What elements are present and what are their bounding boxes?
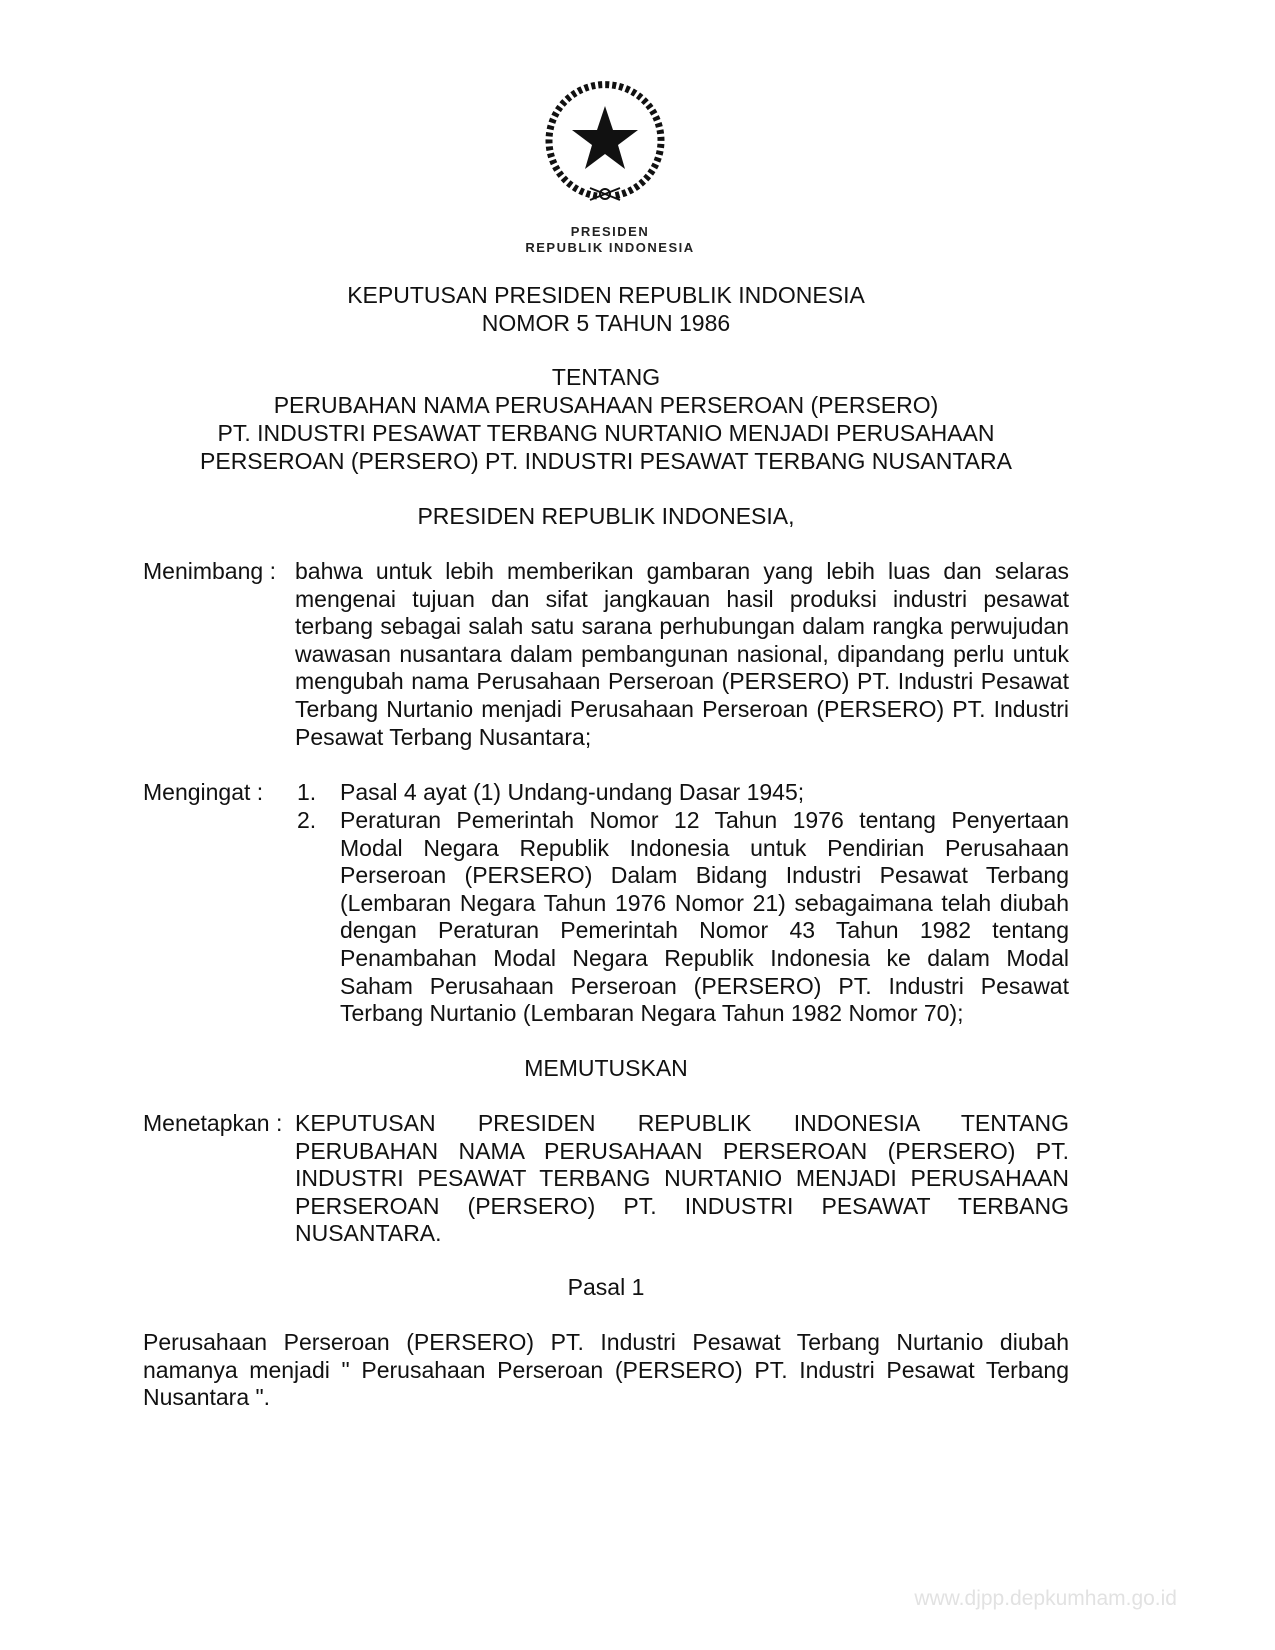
pasal-heading: Pasal 1 bbox=[567, 1274, 645, 1300]
subject-line: PERUBAHAN NAMA PERUSAHAAN PERSEROAN (PERSERO) bbox=[273, 392, 939, 418]
document-number: NOMOR 5 TAHUN 1986 bbox=[481, 310, 731, 336]
list-number: 2. bbox=[297, 807, 317, 833]
issuer: PRESIDEN REPUBLIK INDONESIA, bbox=[417, 503, 795, 529]
pasal-text: Perusahaan Perseroan (PERSERO) PT. Industri Pesawat Terbang Nurtanio diubah namanya menjadi " Perusahaan Perseroan (PERSERO) PT. Industri Pesawat Terbang Nusantara ". bbox=[143, 1329, 1069, 1411]
menimbang-label: Menimbang : bbox=[143, 558, 276, 584]
emblem-caption-presiden: PRESIDEN bbox=[570, 224, 650, 239]
emblem-caption-republik: REPUBLIK INDONESIA bbox=[525, 240, 695, 255]
subject-heading: TENTANG bbox=[551, 364, 661, 390]
menetapkan-label: Menetapkan : bbox=[143, 1110, 283, 1136]
list-item: Pasal 4 ayat (1) Undang-undang Dasar 1945; bbox=[340, 779, 805, 805]
mengingat-label: Mengingat : bbox=[143, 779, 264, 805]
menimbang-text: bahwa untuk lebih memberikan gambaran yang lebih luas dan selaras mengenai tujuan dan sifat jangkauan hasil produksi industri pesawat terbang sebagai salah satu sarana perhubungan dalam rangka perwujudan wawasan nusantara dalam pembangunan nasional, dipandang perlu untuk mengubah nama Perusahaan Perseroan (PERSERO) PT. Industri Pesawat Terbang Nurtanio menjadi Perusahaan Perseroan (PERSERO) PT. Industri Pesawat Terbang Nusantara; bbox=[295, 558, 1069, 750]
subject-line: PT. INDUSTRI PESAWAT TERBANG NURTANIO MENJADI PERUSAHAAN bbox=[217, 420, 995, 446]
list-number: 1. bbox=[297, 779, 317, 805]
document-title: KEPUTUSAN PRESIDEN REPUBLIK INDONESIA bbox=[347, 282, 865, 308]
watermark: www.djpp.depkumham.go.id bbox=[914, 1587, 1177, 1610]
list-item: Peraturan Pemerintah Nomor 12 Tahun 1976 tentang Penyertaan Modal Negara Republik Indonesia untuk Pendirian Perusahaan Perseroan (PERSERO) Dalam Bidang Industri Pesawat Terbang (Lembaran Negara Tahun 1976 Nomor 21) sebagaimana telah diubah dengan Peraturan Pemerintah Nomor 43 Tahun 1982 tentang Penambahan Modal Negara Republik Indonesia ke dalam Modal Saham Perusahaan Perseroan (PERSERO) PT. Industri Pesawat Terbang Nurtanio (Lembaran Negara Tahun 1982 Nomor 70); bbox=[340, 807, 1069, 1027]
memutuskan-heading: MEMUTUSKAN bbox=[524, 1055, 688, 1081]
menetapkan-text: KEPUTUSAN PRESIDEN REPUBLIK INDONESIA TENTANG PERUBAHAN NAMA PERUSAHAAN PERSEROAN (PERSERO) PT. INDUSTRI PESAWAT TERBANG NURTANIO MENJADI PERUSAHAAN PERSEROAN (PERSERO) PT. INDUSTRI PESAWAT TERBANG NUSANTARA. bbox=[295, 1110, 1069, 1247]
subject-line: PERSEROAN (PERSERO) PT. INDUSTRI PESAWAT TERBANG NUSANTARA bbox=[200, 448, 1012, 474]
presidential-emblem-icon bbox=[535, 78, 675, 208]
